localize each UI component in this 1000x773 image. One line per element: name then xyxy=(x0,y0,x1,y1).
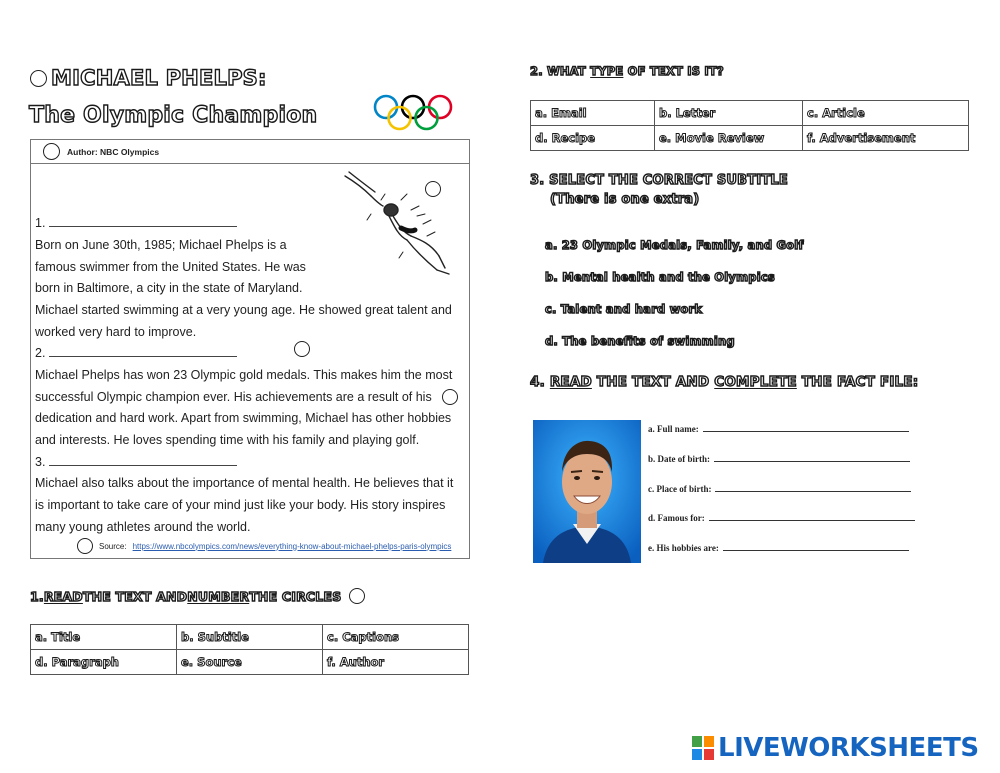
p2-line-1: Michael Phelps has won 23 Olympic gold medals. This makes him the most xyxy=(35,368,453,382)
answer-circle-caption[interactable] xyxy=(425,181,441,197)
author-row xyxy=(31,140,469,164)
answer-circle-title[interactable] xyxy=(30,70,47,87)
answer-circle-source[interactable] xyxy=(77,538,93,554)
fact-full-name: a. Full name: xyxy=(648,424,909,434)
fact-date-of-birth-input[interactable] xyxy=(714,461,910,462)
fact-hobbies: e. His hobbies are: xyxy=(648,543,909,553)
answer-circle-author[interactable] xyxy=(43,143,60,160)
source-row xyxy=(77,538,451,554)
section-2-heading: 2. xyxy=(35,345,237,361)
task2-heading: 2. WHAT TYPE OF TEXT IS IT? xyxy=(530,64,724,78)
fact-hobbies-input[interactable] xyxy=(723,550,909,551)
task2-option-a[interactable]: a. Email xyxy=(531,101,655,126)
liveworksheets-logo-icon xyxy=(692,736,714,760)
section-3-blank[interactable] xyxy=(49,456,237,466)
section-3-heading: 3. xyxy=(35,454,237,470)
task1-option-d: d. Paragraph xyxy=(31,650,177,675)
task1-option-c: c. Captions xyxy=(323,625,469,650)
answer-circle-paragraph[interactable] xyxy=(442,389,458,405)
task1-option-f: f. Author xyxy=(323,650,469,675)
task2-table[interactable] xyxy=(530,100,969,151)
p2-line-3: dedication and hard work. Apart from swimming, Michael has other hobbies xyxy=(35,411,452,425)
task2-option-e[interactable]: e. Movie Review xyxy=(655,126,803,151)
section-2-blank[interactable] xyxy=(49,347,237,357)
p3-line-1: Michael also talks about the importance of mental health. He believes that it xyxy=(35,476,454,490)
answer-circle-task1[interactable] xyxy=(349,588,365,604)
fact-famous-for-input[interactable] xyxy=(709,520,915,521)
task3-option-a[interactable]: a. 23 Olympic Medals, Family, and Golf xyxy=(545,238,804,252)
task3-option-c[interactable]: c. Talent and hard work xyxy=(545,302,703,316)
source-link[interactable]: https://www.nbcolympics.com/news/everything-know-about-michael-phelps-paris-olympics xyxy=(132,541,452,551)
author-text: Author: NBC Olympics xyxy=(67,146,160,157)
answer-circle-subtitle-2[interactable] xyxy=(294,341,310,357)
fact-place-of-birth: c. Place of birth: xyxy=(648,484,911,494)
article-box xyxy=(30,139,470,559)
task2-option-f[interactable]: f. Advertisement xyxy=(803,126,969,151)
title-row xyxy=(30,66,267,90)
section-1-blank[interactable] xyxy=(49,217,237,227)
p1-line-5: worked very hard to improve. xyxy=(35,325,197,339)
fact-date-of-birth: b. Date of birth: xyxy=(648,454,910,464)
task3-heading: 3. SELECT THE CORRECT SUBTITLE xyxy=(530,173,788,188)
task1-heading: 1. READ THE TEXT AND NUMBER THE CIRCLES xyxy=(30,588,365,604)
main-title: MICHAEL PHELPS: xyxy=(51,66,267,90)
task1-option-b: b. Subtitle xyxy=(177,625,323,650)
p3-line-2: is important to take care of your mind just like your body. His story inspires xyxy=(35,498,446,512)
main-subtitle: The Olympic Champion xyxy=(29,103,318,128)
task2-option-d[interactable]: d. Recipe xyxy=(531,126,655,151)
p2-line-2: successful Olympic champion ever. His achievements are a result of his xyxy=(35,390,432,404)
olympic-rings-icon xyxy=(372,93,454,133)
section-1-heading: 1. xyxy=(35,215,237,231)
p1-line-2: famous swimmer from the United States. He was xyxy=(35,260,306,274)
p1-line-1: Born on June 30th, 1985; Michael Phelps is a xyxy=(35,238,287,252)
michael-phelps-photo xyxy=(533,420,641,563)
task1-option-e: e. Source xyxy=(177,650,323,675)
task3-option-b[interactable]: b. Mental health and the Olympics xyxy=(545,270,775,284)
fact-famous-for: d. Famous for: xyxy=(648,513,915,523)
task4-heading: 4. READ THE TEXT AND COMPLETE THE FACT FILE: xyxy=(530,374,919,390)
p2-line-4: and interests. He loves spending time with his family and playing golf. xyxy=(35,433,420,447)
task1-table xyxy=(30,624,469,675)
task3-option-d[interactable]: d. The benefits of swimming xyxy=(545,334,735,348)
source-label: Source: xyxy=(99,541,127,551)
p1-line-4: Michael started swimming at a very young age. He showed great talent and xyxy=(35,303,452,317)
liveworksheets-logo-text: LIVEWORKSHEETS xyxy=(718,733,979,763)
liveworksheets-logo[interactable] xyxy=(692,733,979,763)
task3-note: (There is one extra) xyxy=(550,192,700,207)
fact-full-name-input[interactable] xyxy=(703,431,909,432)
task2-option-b[interactable]: b. Letter xyxy=(655,101,803,126)
fact-place-of-birth-input[interactable] xyxy=(715,491,911,492)
p1-line-3: born in Baltimore, a city in the state of Maryland. xyxy=(35,281,303,295)
task1-option-a: a. Title xyxy=(31,625,177,650)
task2-option-c[interactable]: c. Article xyxy=(803,101,969,126)
p3-line-3: many young athletes around the world. xyxy=(35,520,251,534)
